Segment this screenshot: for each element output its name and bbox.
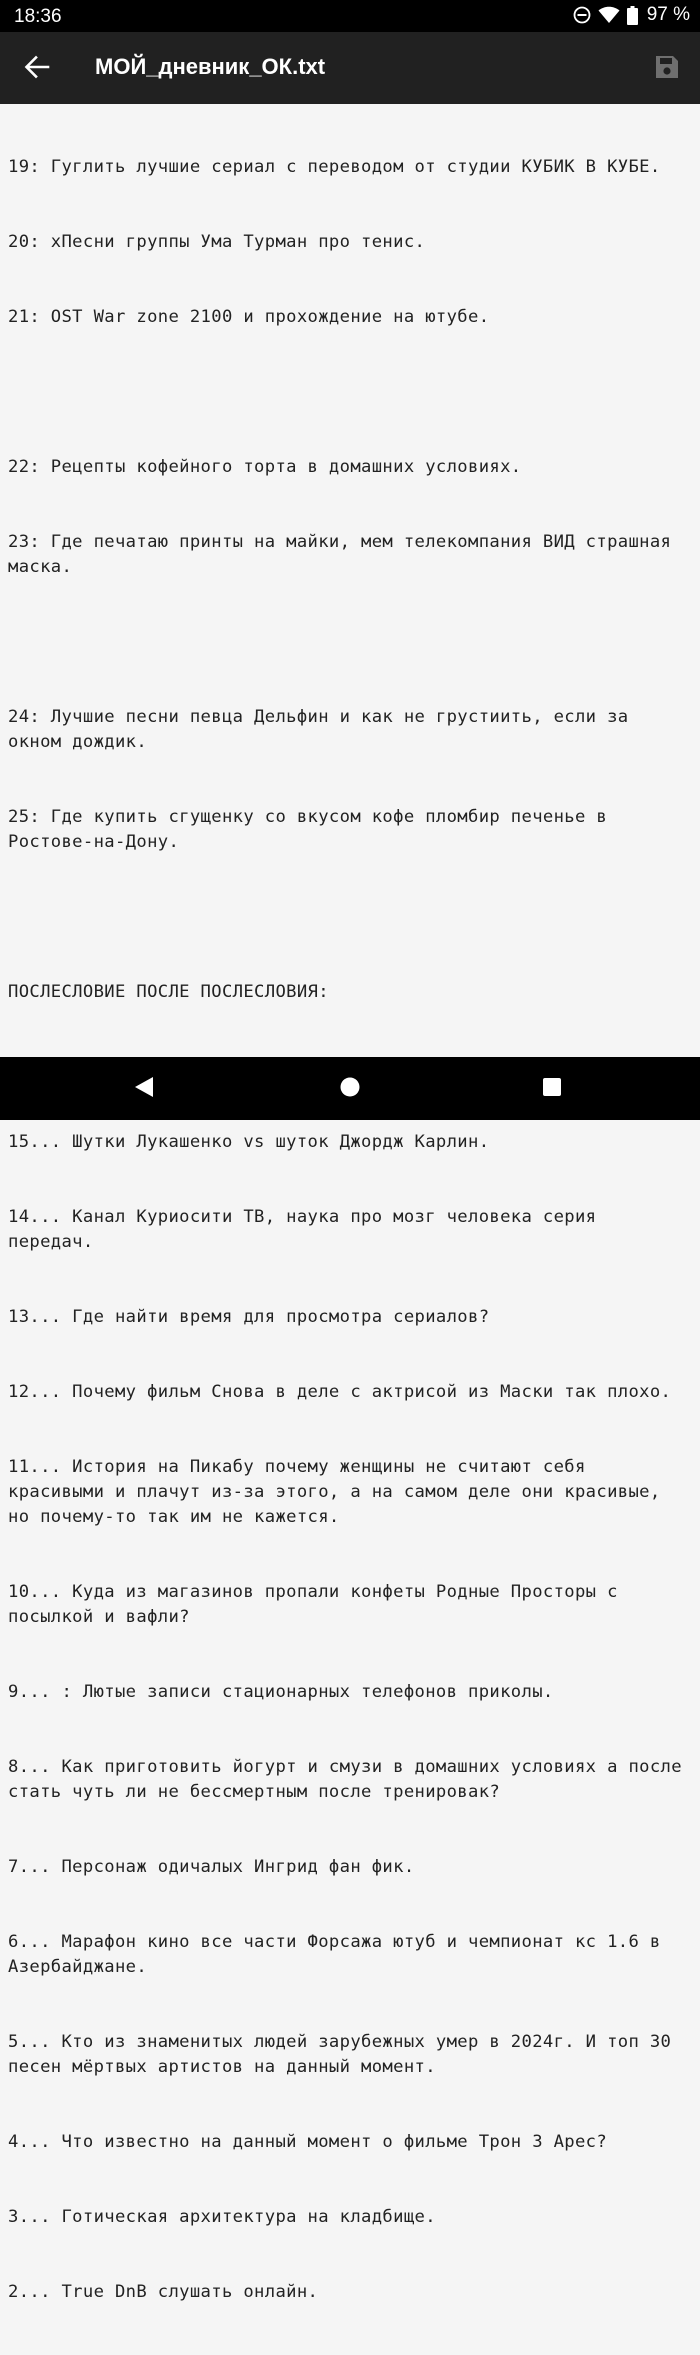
editor-line: 20: хПесни группы Ума Турман про тенис. — [8, 232, 426, 252]
editor-line: 5... Кто из знаменитых людей зарубежных умер в 2024г. И топ 30 песен мёртвых артистов на данный момент. — [8, 2032, 682, 2077]
editor-content[interactable] — [0, 104, 692, 2355]
wifi-icon — [598, 6, 620, 24]
editor-line: ПОСЛЕСЛОВИЕ ПОСЛЕ ПОСЛЕСЛОВИЯ: — [8, 982, 329, 1002]
editor-line: 8... Как приготовить йогурт и смузи в домашних условиях а после стать чуть ли не бессмертным после тренировак? — [8, 1757, 693, 1802]
navigation-bar — [0, 1057, 700, 1120]
status-time: 18:36 — [14, 6, 62, 27]
status-icons — [573, 4, 690, 26]
status-bar — [0, 0, 700, 32]
battery-percent: 97 % — [646, 4, 690, 25]
editor-line: 3... Готическая архитектура на кладбище. — [8, 2207, 436, 2227]
back-button[interactable] — [18, 50, 56, 88]
editor-line: 22: Рецепты кофейного торта в домашних условиях. — [8, 457, 522, 477]
editor-line: 10... Куда из магазинов пропали конфеты Родные Просторы с посылкой и вафли? — [8, 1582, 629, 1627]
editor-line: 11... История на Пикабу почему женщины не считают себя красивыми и плачут из-за этого, а на самом деле они красивые, но почему-то так им не кажется. — [8, 1457, 672, 1527]
arrow-left-icon — [24, 55, 50, 83]
editor-line: 23: Где печатаю принты на майки, мем телекомпания ВИД страшная маска. — [8, 532, 682, 577]
editor-line: 14... Канал Куриосити ТВ, наука про мозг человека серия передач. — [8, 1207, 608, 1252]
save-button[interactable] — [652, 54, 682, 84]
editor-line — [8, 630, 692, 655]
editor-line: 2... True DnB слушать онлайн. — [8, 2282, 319, 2302]
text-editor[interactable] — [0, 104, 700, 2302]
editor-line: 19: Гуглить лучшие сериал с переводом от студии КУБИК В КУБЕ. — [8, 157, 661, 177]
nav-recents-button[interactable] — [536, 1073, 568, 1105]
editor-line — [8, 905, 692, 930]
do-not-disturb-icon — [573, 6, 591, 24]
editor-line: 21: OST War zone 2100 и прохождение на ютубе. — [8, 307, 490, 327]
circle-home-icon — [339, 1076, 361, 1102]
editor-line: 12... Почему фильм Снова в деле с актрисой из Маски так плохо. — [8, 1382, 672, 1402]
editor-line: 9... : Лютые записи стационарных телефонов приколы. — [8, 1682, 554, 1702]
battery-icon — [627, 6, 638, 25]
editor-line: 4... Что известно на данный момент о фильме Трон 3 Арес? — [8, 2132, 608, 2152]
app-bar — [0, 32, 700, 104]
editor-line: 24: Лучшие песни певца Дельфин и как не грустиить, если за окном дождик. — [8, 707, 640, 752]
editor-line: 15... Шутки Лукашенко vs шуток Джордж Карлин. — [8, 1132, 490, 1152]
nav-home-button[interactable] — [334, 1073, 366, 1105]
file-title: МОЙ_дневник_ОК.txt — [95, 54, 326, 79]
editor-line: 13... Где найти время для просмотра сериалов? — [8, 1307, 490, 1327]
square-recents-icon — [541, 1076, 563, 1102]
editor-line: 6... Марафон кино все части Форсажа ютуб и чемпионат кс 1.6 в Азербайджане. — [8, 1932, 672, 1977]
editor-line: 25: Где купить сгущенку со вкусом кофе пломбир печенье в Ростове-на-Дону. — [8, 807, 618, 852]
nav-back-button[interactable] — [128, 1073, 160, 1105]
triangle-back-icon — [133, 1075, 155, 1103]
editor-line: 7... Персонаж одичалых Ингрид фан фик. — [8, 1857, 415, 1877]
editor-line — [8, 380, 692, 405]
floppy-disk-icon — [654, 54, 680, 84]
